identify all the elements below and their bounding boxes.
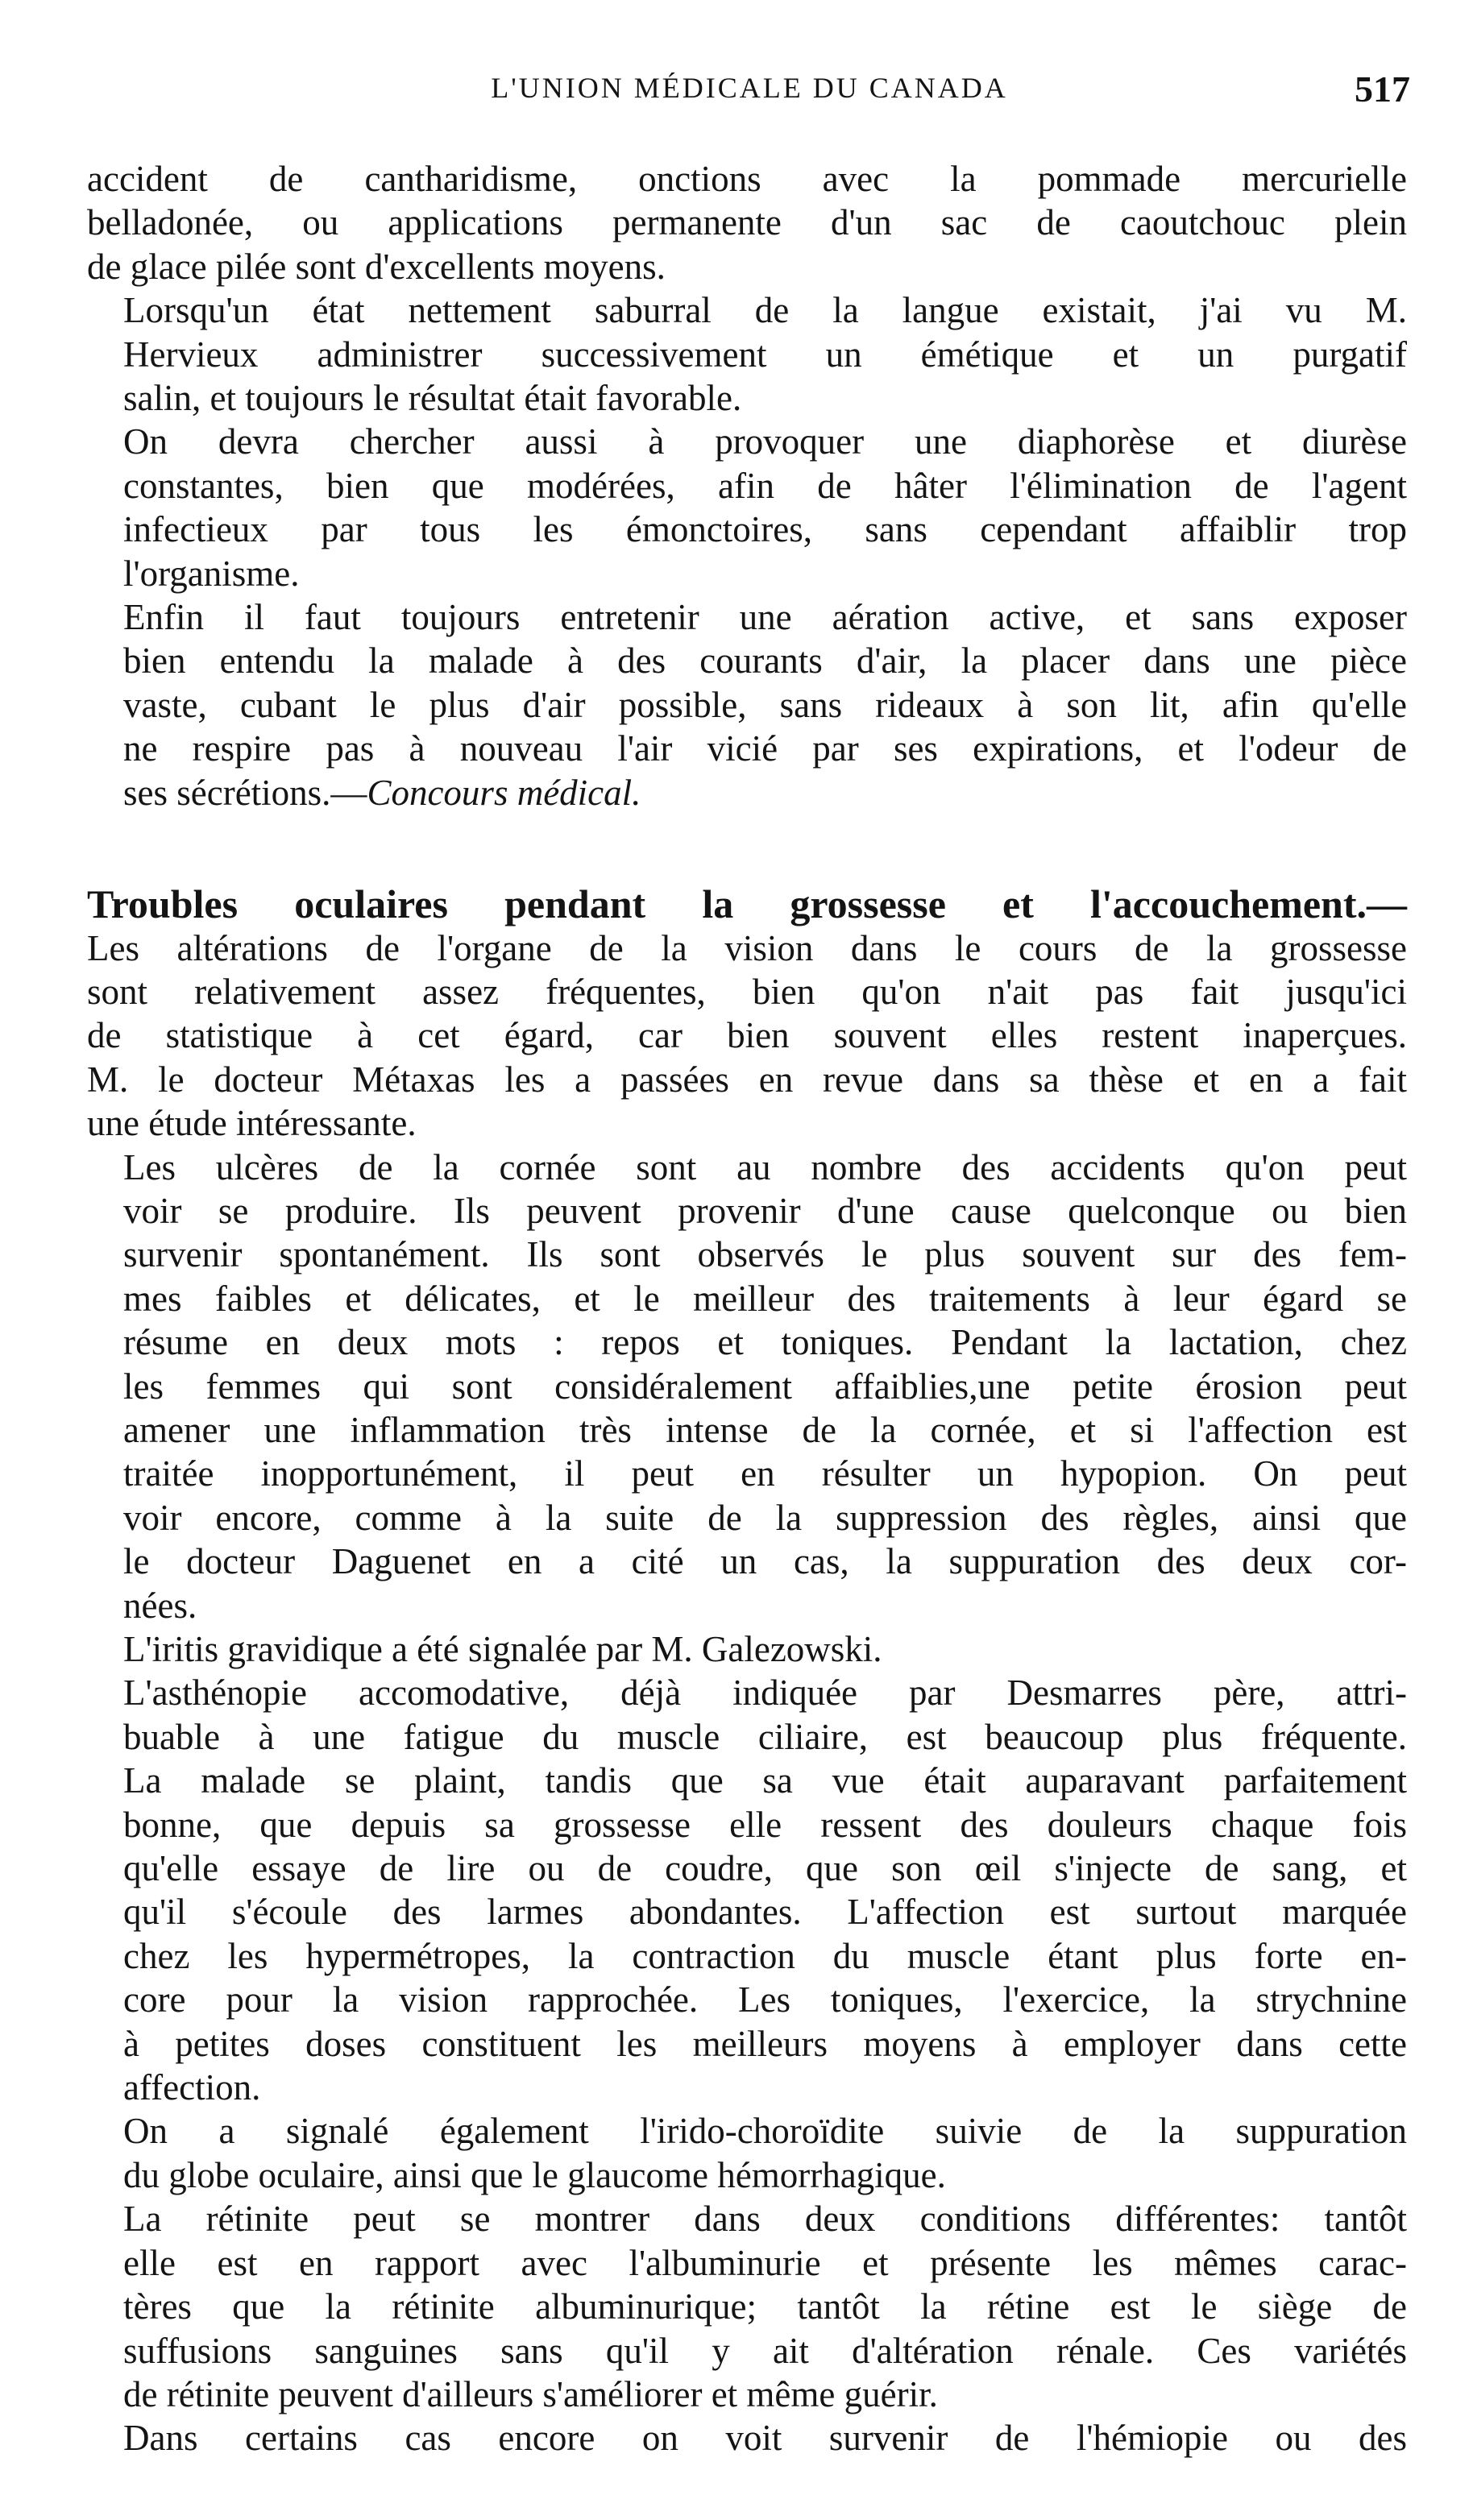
text-line: Lorsqu'un état nettement saburral de la langue existait, j'ai vu M. [123, 290, 1407, 331]
text-line: Enfin il faut toujours entretenir une aération active, et sans exposer [123, 597, 1407, 638]
text-line: qu'il s'écoule des larmes abondantes. L'affection est surtout marquée [123, 1892, 1407, 1933]
text-line: Les ulcères de la cornée sont au nombre des accidents qu'on peut [123, 1146, 1407, 1187]
text-line: tères que la rétinite albuminurique; tantôt la rétine est le siège de [123, 2286, 1407, 2327]
text-line: belladonée, ou applications permanente d'un sac de caoutchouc plein [87, 202, 1407, 243]
text-line: voir encore, comme à la suite de la suppression des règles, ainsi que [123, 1497, 1407, 1538]
text-line: core pour la vision rapprochée. Les toniques, l'exercice, la strychnine [123, 1979, 1407, 2021]
text-line: voir se produire. Ils peuvent provenir d'une cause quelconque ou bien [123, 1190, 1407, 1231]
journal-title: L'UNION MÉDICALE DU CANADA [491, 72, 1008, 104]
running-head [89, 68, 1410, 119]
paragraph [87, 2197, 1407, 2416]
text-line: de statistique à cet égard, car bien souvent elles restent inaperçues. [87, 1015, 1407, 1056]
text-line: les femmes qui sont considéralement affaiblies,une petite érosion peut [123, 1366, 1407, 1407]
text-line: une étude intéressante. [87, 1103, 417, 1144]
page-number: 517 [1355, 68, 1410, 110]
text-line: sont relativement assez fréquentes, bien qu'on n'ait pas fait jusqu'ici [87, 971, 1407, 1012]
text-line: résume en deux mots : repos et toniques. Pendant la lactation, chez [123, 1322, 1407, 1363]
source-citation: Concours médical. [367, 772, 641, 813]
text-line: qu'elle essaye de lire ou de coudre, que son œil s'injecte de sang, et [123, 1848, 1407, 1889]
text-line: de glace pilée sont d'excellents moyens. [87, 246, 666, 287]
paragraph [87, 288, 1407, 420]
text-line: buable à une fatigue du muscle ciliaire, est beaucoup plus fréquente. [123, 1716, 1407, 1757]
text-line: de rétinite peuvent d'ailleurs s'améliorer et même guérir. [123, 2373, 938, 2414]
section-opening-paragraph [87, 882, 1407, 1145]
text-line: infectieux par tous les émonctoires, sans cependant affaiblir trop [123, 509, 1407, 550]
text-line: M. le docteur Métaxas les a passées en revue dans sa thèse et en a fait [87, 1059, 1407, 1100]
text-line: survenir spontanément. Ils sont observés le plus souvent sur des fem- [123, 1234, 1407, 1275]
text-line: nées. [123, 1585, 197, 1626]
text-line: L'iritis gravidique a été signalée par M. Galezowski. [123, 1629, 882, 1669]
text-line: constantes, bien que modérées, afin de hâter l'élimination de l'agent [123, 465, 1407, 506]
text-line: mes faibles et délicates, et le meilleur des traitements à leur égard se [123, 1278, 1407, 1319]
text-line: le docteur Daguenet en a cité un cas, la suppuration des deux cor- [123, 1541, 1407, 1582]
paragraph [87, 420, 1407, 595]
text-line [87, 771, 1407, 814]
text-line: La malade se plaint, tandis que sa vue était auparavant parfaitement [123, 1760, 1407, 1801]
text-line: ne respire pas à nouveau l'air vicié par ses expirations, et l'odeur de [123, 728, 1407, 769]
text-line: amener une inflammation très intense de la cornée, et si l'affection est [123, 1409, 1407, 1450]
text-line: Hervieux administrer successivement un émétique et un purgatif [123, 334, 1407, 375]
text-line: à petites doses constituent les meilleurs moyens à employer dans cette [123, 2023, 1407, 2064]
text-line: bien entendu la malade à des courants d'air, la placer dans une pièce [123, 640, 1407, 682]
paragraph [87, 1671, 1407, 2109]
paragraph [87, 595, 1407, 814]
text-line: L'asthénopie accomodative, déjà indiquée par Desmarres père, attri- [123, 1672, 1407, 1714]
text-line: affection. [123, 2067, 261, 2108]
text-line: Dans certains cas encore on voit survenir de l'hémiopie ou des [123, 2418, 1407, 2459]
text-line: du globe oculaire, ainsi que le glaucome hémorrhagique. [123, 2154, 946, 2195]
body-text [87, 157, 1407, 2460]
paragraph [87, 2109, 1407, 2197]
text-line: On devra chercher aussi à provoquer une diaphorèse et diurèse [123, 421, 1407, 462]
text-line: La rétinite peut se montrer dans deux conditions différentes: tantôt [123, 2199, 1407, 2240]
text-line: accident de cantharidisme, onctions avec la pommade mercurielle [87, 159, 1407, 199]
text-line: chez les hypermétropes, la contraction du muscle étant plus forte en- [123, 1935, 1407, 1976]
text-line: traitée inopportunément, il peut en résulter un hypopion. On peut [123, 1453, 1407, 1494]
paragraph [87, 157, 1407, 288]
text-line: Les altérations de l'organe de la vision dans le cours de la grossesse [87, 927, 1407, 968]
text-line: suffusions sanguines sans qu'il y ait d'altération rénale. Ces variétés [123, 2330, 1407, 2371]
paragraph [87, 1627, 1407, 1671]
text-line: l'organisme. [123, 553, 300, 594]
source-prefix: ses sécrétions.— [123, 772, 367, 813]
text-line: bonne, que depuis sa grossesse elle ressent des douleurs chaque fois [123, 1804, 1407, 1845]
text-line: vaste, cubant le plus d'air possible, sans rideaux à son lit, afin qu'elle [123, 684, 1407, 725]
paragraph [87, 2416, 1407, 2460]
section-title: Troubles oculaires pendant la grossesse et l'accouchement.— [87, 881, 1407, 927]
paragraph [87, 1146, 1407, 1627]
text-line: salin, et toujours le résultat était favorable. [123, 378, 742, 419]
text-line: On a signalé également l'irido-choroïdite suivie de la suppuration [123, 2111, 1407, 2152]
text-line: elle est en rapport avec l'albuminurie et présente les mêmes carac- [123, 2242, 1407, 2283]
section-spacer [87, 814, 1407, 882]
